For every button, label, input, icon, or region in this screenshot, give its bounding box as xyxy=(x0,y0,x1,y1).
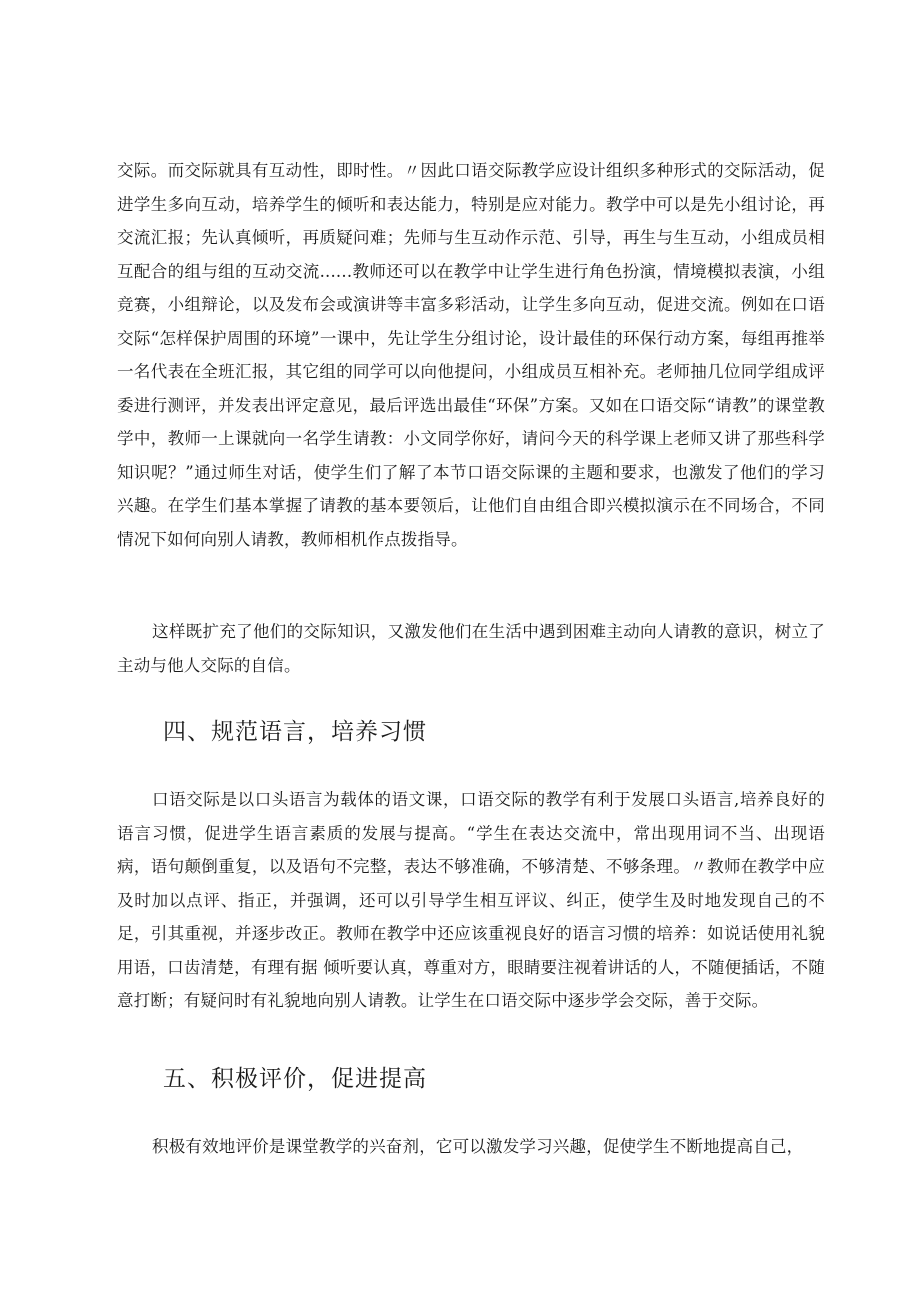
body-paragraph: 积极有效地评价是课堂教学的兴奋剂，它可以激发学习兴趣，促使学生不断地提高自己， xyxy=(152,1137,804,1156)
body-paragraph: 口语交际是以口头语言为载体的语文课，口语交际的教学有利于发展口头语言,培养良好的语言习惯，促进学生语言素质的发展与提高。“学生在表达交流中，常出现用词不当、出现语病，语句颠倒重复，以及语句不完整，表达不够准确，不够清楚、不够条理。〃教师在教学中应及时加以点评、指正，并强调，还可以引导学生相互评议、纠正，使学生及时地发现自己的不足，引其重视，并逐步改正。教师在教学中还应该重视良好的语言习惯的培养：如说话使用礼貌用语，口齿清楚，有理有据 倾听要认真，尊重对方，眼睛要注视着讲话的人，不随便插话，不随意打断；有疑问时有礼貌地向别人请教。让学生在口语交际中逐步学会交际，善于交际。 xyxy=(117,790,825,1010)
body-paragraph: 这样既扩充了他们的交际知识，又激发他们在生活中遇到困难主动向人请教的意识，树立了主动与他人交际的自信。 xyxy=(117,622,825,675)
body-paragraph: 交际。而交际就具有互动性，即时性。〃因此口语交际教学应设计组织多种形式的交际活动，促进学生多向互动，培养学生的倾听和表达能力，特别是应对能力。教学中可以是先小组讨论，再交流汇报；先认真倾听，再质疑问难；先师与生互动作示范、引导，再生与生互动，小组成员相互配合的组与组的互动交流......教师还可以在教学中让学生进行角色扮演，情境模拟表演，小组竞赛，小组辩论，以及发布会或演讲等丰富多彩活动，让学生多向互动，促进交流。例如在口语交际“怎样保护周围的环境”一课中，先让学生分组讨论，设计最佳的环保行动方案，每组再推举一名代表在全班汇报，其它组的同学可以向他提问，小组成员互相补充。老师抽几位同学组成评委进行测评，并发表出评定意见，最后评选出最佳“环保”方案。又如在口语交际“请教”的课堂教学中，教师一上课就向一名学生请教：小文同学你好，请问今天的科学课上老师又讲了那些科学知识呢？”通过师生对话，使学生们了解了本节口语交际课的主题和要求，也激发了他们的学习兴趣。在学生们基本掌握了请教的基本要领后，让他们自由组合即兴模拟演示在不同场合，不同情况下如何向别人请教，教师相机作点拨指导。 xyxy=(117,161,825,549)
section-heading: 五、积极评价，促进提高 xyxy=(163,1066,427,1092)
section-heading: 四、规范语言，培养习惯 xyxy=(163,719,427,745)
